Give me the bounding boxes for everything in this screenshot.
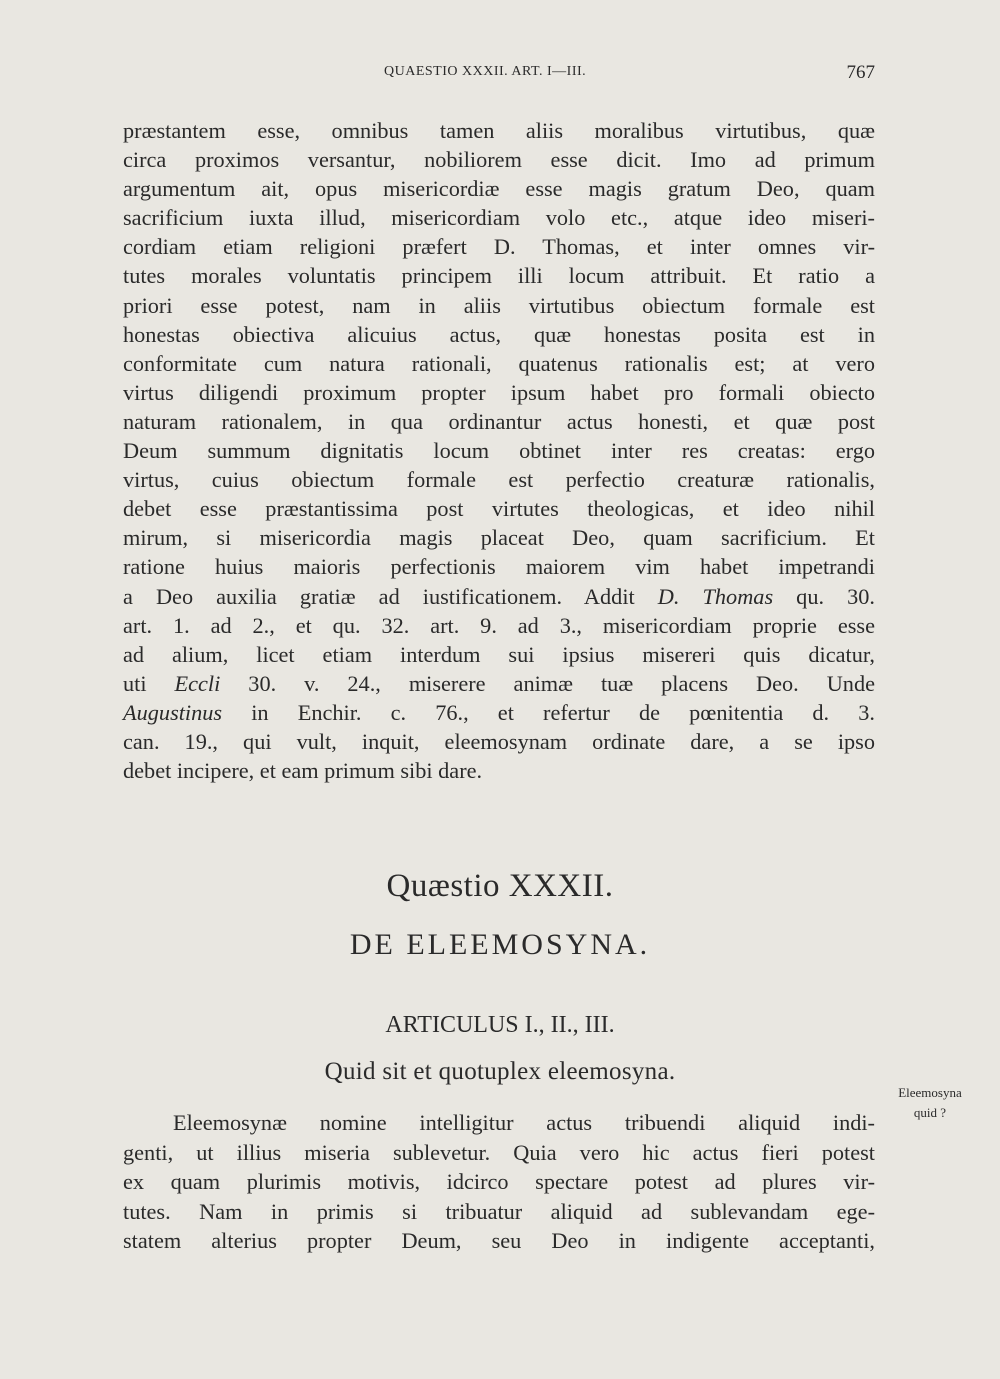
cited-author: Augustinus [123, 699, 223, 725]
text-line: debet incipere, et eam primum sibi dare. [123, 758, 483, 784]
page-header [122, 62, 877, 86]
margin-note-line: Eleemosyna [898, 1085, 962, 1100]
text-line: argumentum ait, opus misericordiæ esse magis gratum Deo, quam [123, 176, 875, 202]
text-line: sacrificium iuxta illud, misericordiam volo etc., atque ideo miseri- [123, 205, 875, 231]
text-line: art. 1. ad 2., et qu. 32. art. 9. ad 3., misericordiam proprie esse [123, 612, 875, 638]
text-line: virtus, cuius obiectum formale est perfectio creaturæ rationalis, [123, 467, 875, 493]
text-segment: 30. v. 24., miserere animæ tuæ placens Deo. Unde [220, 670, 875, 696]
margin-note-line: quid ? [913, 1105, 947, 1120]
running-title: QUAESTIO XXXII. ART. I—III. [384, 64, 587, 79]
text-line: virtus diligendi proximum propter ipsum habet pro formali obiecto [123, 379, 875, 405]
text-line: ex quam plurimis motivis, idcirco spectare potest ad plures vir- [123, 1169, 875, 1195]
text-line: priori esse potest, nam in aliis virtutibus obiectum formale est [123, 292, 875, 318]
body-paragraph-1 [123, 116, 875, 785]
text-line: conformitate cum natura rationali, quatenus rationalis est; at vero [123, 350, 875, 376]
text-segment: a Deo auxilia gratiæ ad iustificationem. Addit [123, 583, 658, 609]
text-line: Eleemosynæ nomine intelligitur actus tribuendi aliquid indi- [173, 1110, 875, 1135]
question-title: Quæstio XXXII. [386, 868, 614, 904]
text-segment: uti [123, 670, 175, 696]
body-paragraph-2 [123, 1108, 875, 1256]
text-line [123, 582, 875, 611]
question-subtitle: DE ELEEMOSYNA. [349, 928, 651, 961]
text-segment: qu. 30. [773, 583, 875, 609]
text-line: cordiam etiam religioni præfert D. Thomas, et inter omnes vir- [123, 234, 875, 260]
text-line: honestas obiectiva alicuius actus, quæ honestas posita est in [123, 321, 875, 347]
text-line: statem alterius propter Deum, seu Deo in indigente acceptanti, [123, 1228, 875, 1254]
cited-book: Eccli [174, 670, 221, 696]
text-segment: in Enchir. c. 76., et refertur de pœnitentia d. 3. [222, 699, 875, 725]
text-line [123, 698, 875, 727]
text-line: tutes morales voluntatis principem illi locum attribuit. Et ratio a [123, 263, 875, 289]
text-line: can. 19., qui vult, inquit, eleemosynam ordinate dare, a se ipso [123, 728, 875, 754]
text-line: præstantem esse, omnibus tamen aliis moralibus virtutibus, quæ [123, 118, 875, 143]
text-line: circa proximos versantur, nobiliorem esse dicit. Imo ad primum [123, 147, 875, 173]
article-heading: Quid sit et quotuplex eleemosyna. [324, 1058, 676, 1085]
text-line: genti, ut illius miseria sublevetur. Quia vero hic actus fieri potest [123, 1139, 875, 1165]
text-line: mirum, si misericordia magis placeat Deo, quam sacrificium. Et [123, 525, 875, 551]
text-line [123, 669, 875, 698]
text-line: debet esse præstantissima post virtutes theologicas, et ideo nihil [123, 496, 875, 522]
cited-author: D. Thomas [657, 583, 774, 609]
text-line: ratione huius maioris perfectionis maiorem vim habet impetrandi [123, 554, 875, 580]
article-title: ARTICULUS I., II., III. [385, 1012, 615, 1038]
page-number: 767 [846, 62, 875, 83]
text-line: tutes. Nam in primis si tribuatur aliquid ad sublevandam ege- [123, 1198, 875, 1224]
text-line: naturam rationalem, in qua ordinantur actus honesti, et quæ post [123, 408, 875, 434]
text-line: ad alium, licet etiam interdum sui ipsius misereri quis dicatur, [123, 641, 875, 667]
margin-note [880, 1083, 980, 1123]
text-line: Deum summum dignitatis locum obtinet inter res creatas: ergo [123, 438, 875, 464]
